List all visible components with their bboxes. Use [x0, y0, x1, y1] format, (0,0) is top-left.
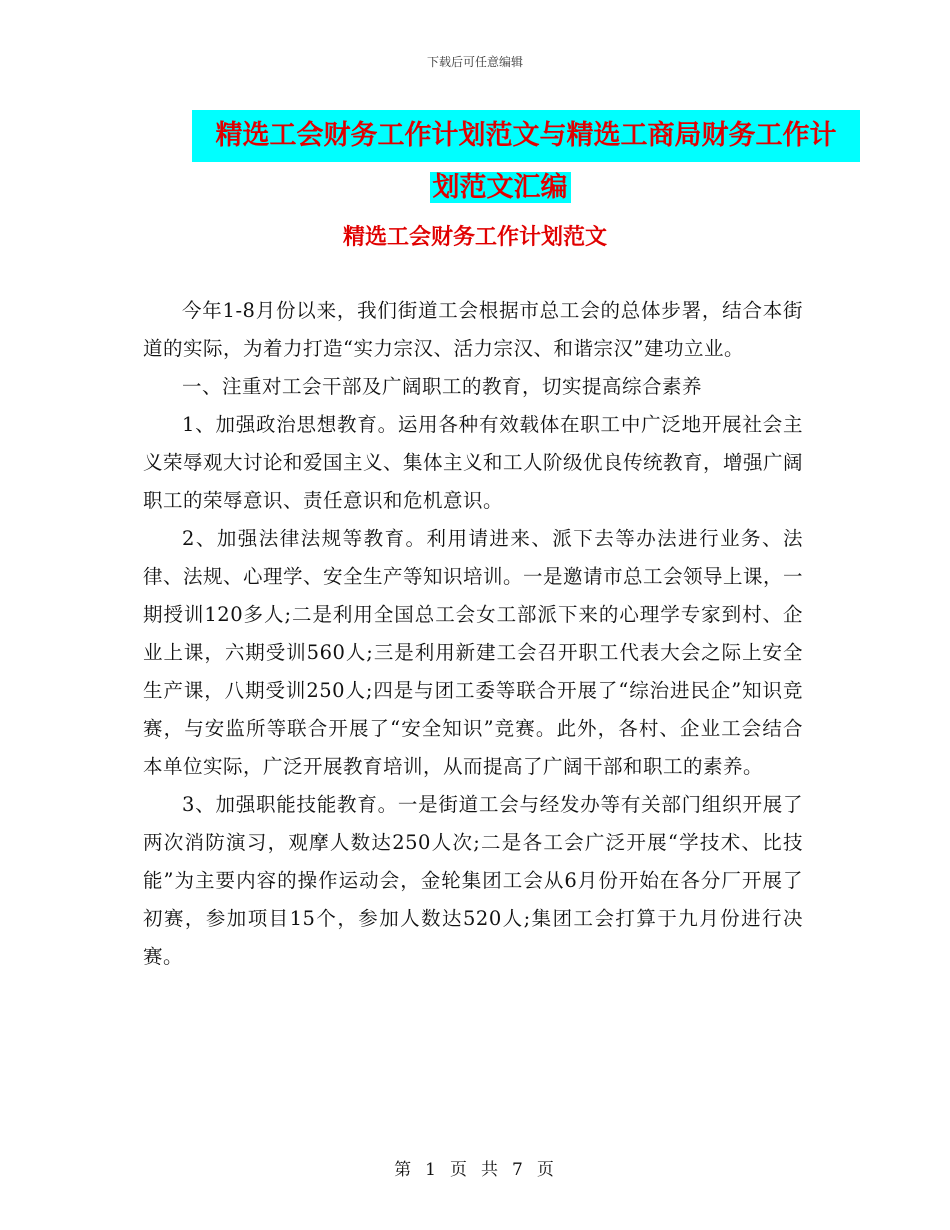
- paragraph-item-2: 2、加强法律法规等教育。利用请进来、派下去等办法进行业务、法律、法规、心理学、安全生产等知识培训。一是邀请市总工会领导上课，一期授训120多人;二是利用全国总工会女工部派下来的心理学专家到村、企业上课，六期受训560人;三是利用新建工会召开职工代表大会之际上安全生产课，八期受训250人;四是与团工委等联合开展了“综治进民企”知识竞赛，与安监所等联合开展了“安全知识”竞赛。此外，各村、企业工会结合本单位实际，广泛开展教育培训，从而提高了广阔干部和职工的素养。: [143, 527, 804, 778]
- document-body: [143, 292, 803, 976]
- page-footer: [0, 1155, 950, 1180]
- document-title-line2: 划范文汇编: [430, 172, 571, 203]
- footer-gong: 共: [481, 1160, 500, 1180]
- title-line1-text: 精选工会财务工作计划范文与精选工商局财务工作计: [213, 120, 840, 151]
- footer-ye: 页: [450, 1160, 469, 1180]
- paragraph-heading-1: 一、注重对工会干部及广阔职工的教育，切实提高综合素养: [182, 375, 703, 398]
- document-title-line1: [192, 110, 860, 162]
- header-note: 下载后可任意编辑: [426, 55, 523, 69]
- paragraph-item-3: 3、加强职能技能教育。一是街道工会与经发办等有关部门组织开展了两次消防演习，观摩人数达250人次;二是各工会广泛开展“学技术、比技能”为主要内容的操作运动会，金轮集团工会从6月份开始在各分厂开展了初赛，参加项目15个，参加人数达520人;集团工会打算于九月份进行决赛。: [143, 793, 803, 968]
- footer-ye2: 页: [536, 1160, 556, 1180]
- document-title: [140, 110, 860, 214]
- footer-di: 第: [394, 1160, 414, 1180]
- footer-page-number: 1: [425, 1160, 438, 1180]
- section-title: 精选工会财务工作计划范文: [342, 224, 607, 250]
- footer-total-pages: 7: [512, 1160, 525, 1180]
- paragraph-intro: 今年1-8月份以来，我们街道工会根据市总工会的总体步署，结合本街道的实际，为着力打造“实力宗汉、活力宗汉、和谐宗汉”建功立业。: [143, 299, 803, 360]
- paragraph-item-1: 1、加强政治思想教育。运用各种有效载体在职工中广泛地开展社会主义荣辱观大讨论和爱国主义、集体主义和工人阶级优良传统教育，增强广阔职工的荣辱意识、责任意识和危机意识。: [143, 413, 804, 512]
